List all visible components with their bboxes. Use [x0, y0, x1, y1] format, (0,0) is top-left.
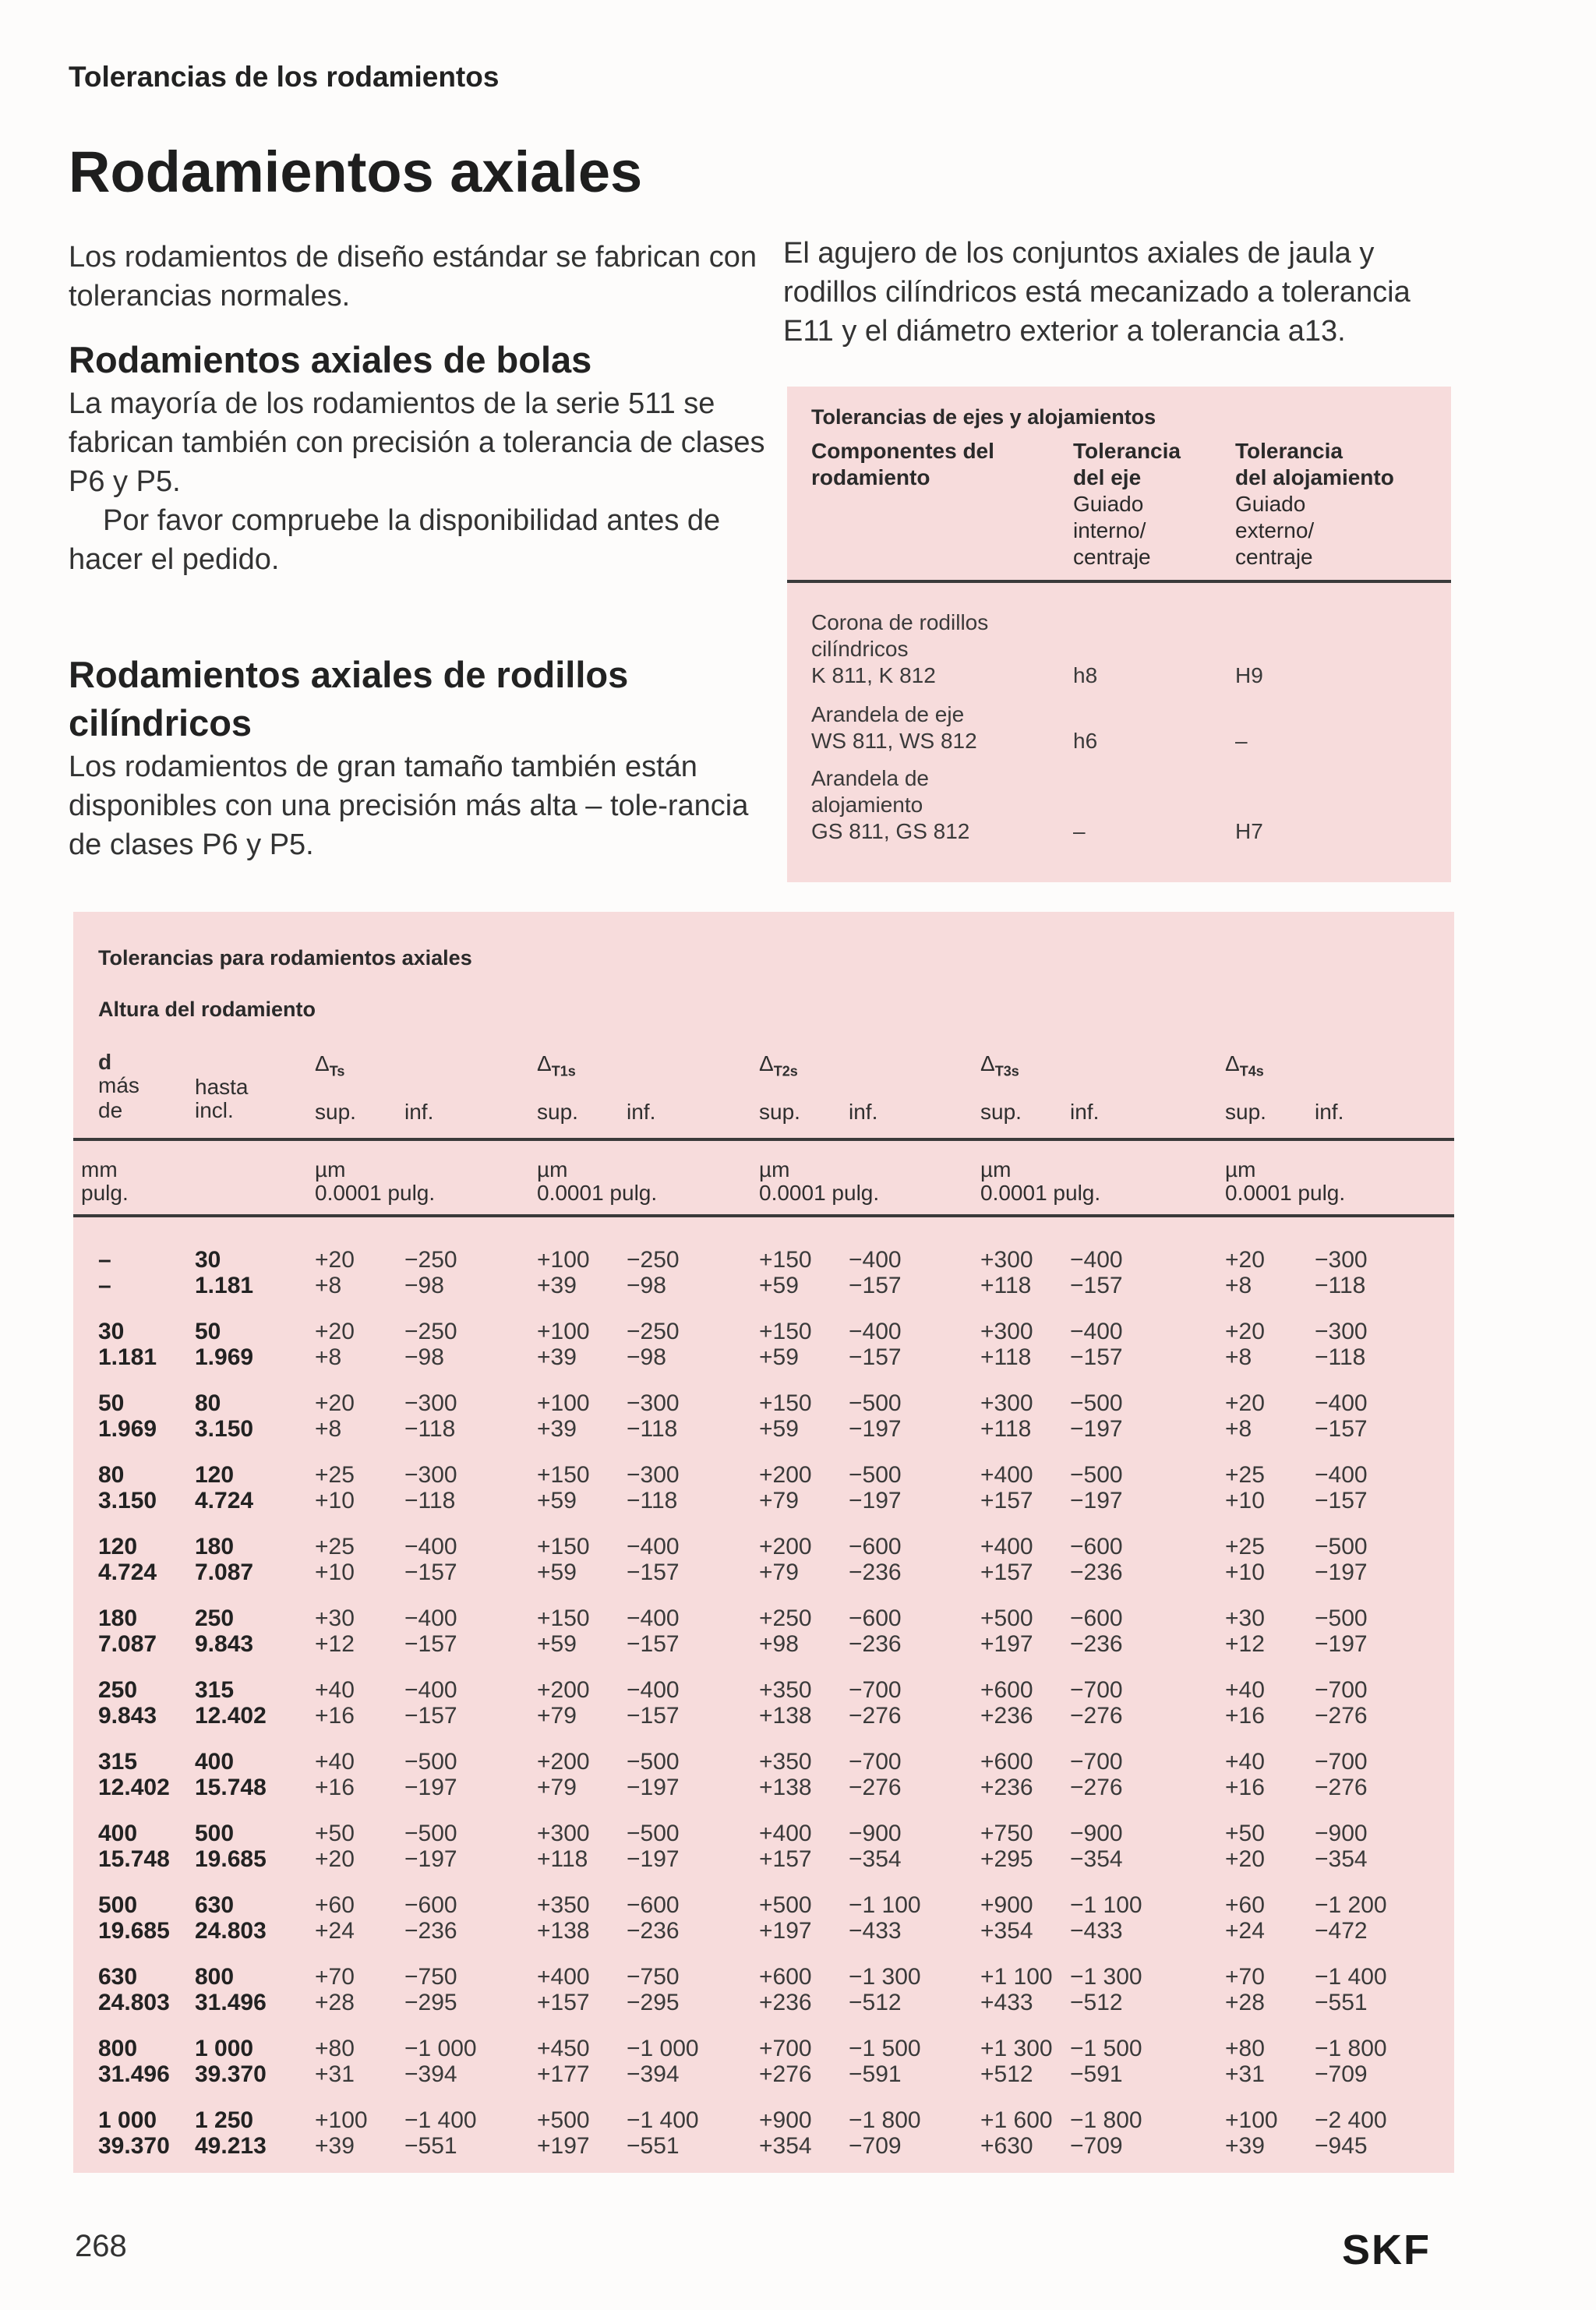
table-caption: Tolerancias para rodamientos axiales [98, 946, 472, 970]
table-row [73, 1749, 1454, 1803]
sup-value: +70 +28 [315, 1964, 355, 2015]
sup-value: +30 +12 [1225, 1605, 1265, 1657]
sup-value: +500 +197 [759, 1892, 812, 1944]
column-header-housing: Tolerancia del alojamiento Guiado externo/ centraje [1235, 439, 1394, 569]
sup-value: +50 +20 [1225, 1821, 1265, 1872]
sup-value: +200 +79 [759, 1534, 812, 1585]
unit-pulg: pulg. [81, 1181, 129, 1205]
size-to: 315 12.402 [195, 1677, 267, 1729]
sup-value: +600 +236 [759, 1964, 812, 2015]
size-from: 250 9.843 [98, 1677, 157, 1729]
sup-value: +600 +236 [980, 1677, 1033, 1729]
inf-value: −700 −276 [1070, 1749, 1123, 1800]
table-row [73, 1390, 1454, 1445]
inf-header: inf. [849, 1100, 878, 1124]
sup-value: +450 +177 [537, 2036, 590, 2087]
unit-micrometre: µm [315, 1157, 346, 1181]
inf-value: −750 −295 [404, 1964, 457, 2015]
sup-value: +200 +79 [537, 1749, 590, 1800]
sup-value: +500 +197 [537, 2107, 590, 2159]
inf-value: −300 −118 [627, 1390, 680, 1442]
inf-value: −400 −157 [627, 1534, 680, 1585]
sup-value: +400 +157 [537, 1964, 590, 2015]
unit-micrometre: µm [1225, 1157, 1256, 1181]
sup-value: +80 +31 [1225, 2036, 1265, 2087]
table-row [73, 1677, 1454, 1732]
sup-value: +80 +31 [315, 2036, 355, 2087]
sup-value: +20 +8 [315, 1247, 355, 1298]
inf-value: −400 −157 [627, 1605, 680, 1657]
paragraph-rodillos: Los rodamientos de gran tamaño también están disponibles con una precisión más alta – tole-rancia de clases P6 y P5. [69, 751, 749, 861]
inf-value: −600 −236 [404, 1892, 457, 1944]
unit-0001-inch: 0.0001 pulg. [537, 1181, 658, 1205]
inf-value: −400 −157 [404, 1677, 457, 1729]
paragraph-bolas-1: La mayoría de los rodamientos de la serie 511 se fabrican también con precisión a tolerancia de clases P6 y P5. [69, 387, 765, 498]
sup-value: +100 +39 [1225, 2107, 1278, 2159]
table-subcaption: Altura del rodamiento [98, 998, 316, 1021]
sup-header: sup. [315, 1100, 356, 1124]
sup-value: +30 +12 [315, 1605, 355, 1657]
table-cell-housing: H7 [1235, 819, 1263, 843]
size-from: – – [98, 1247, 111, 1298]
intro-paragraph: Los rodamientos de diseño estándar se fabrican con tolerancias normales. [69, 241, 757, 313]
inf-value: −1 100 −433 [849, 1892, 921, 1944]
sup-value: +400 +157 [980, 1534, 1033, 1585]
inf-value: −1 400 −551 [404, 2107, 477, 2159]
sup-value: +150 +59 [759, 1247, 812, 1298]
inf-value: −700 −276 [1070, 1677, 1123, 1729]
column-header-components: Componentes del rodamiento [811, 439, 994, 489]
sup-value: +600 +236 [980, 1749, 1033, 1800]
sup-value: +20 +8 [315, 1390, 355, 1442]
size-to: 180 7.087 [195, 1534, 254, 1585]
inf-value: −600 −236 [849, 1534, 902, 1585]
heading-rodillos: Rodamientos axiales de rodillos cilíndricos [69, 654, 629, 744]
inf-value: −500 −197 [404, 1749, 457, 1800]
sup-value: +25 +10 [315, 1462, 355, 1514]
inf-value: −1 400 −551 [627, 2107, 699, 2159]
sup-value: +60 +24 [315, 1892, 355, 1944]
sup-header: sup. [1225, 1100, 1266, 1124]
sup-value: +400 +157 [980, 1462, 1033, 1514]
table-row [73, 2107, 1454, 2162]
page-title: Rodamientos axiales [69, 140, 643, 204]
sup-value: +900 +354 [980, 1892, 1033, 1944]
sup-value: +700 +276 [759, 2036, 812, 2087]
inf-value: −400 −157 [849, 1319, 902, 1370]
size-to: 800 31.496 [195, 1964, 267, 2015]
size-to: 630 24.803 [195, 1892, 267, 1944]
sup-value: +900 +354 [759, 2107, 812, 2159]
sup-value: +1 600 +630 [980, 2107, 1053, 2159]
sup-value: +40 +16 [1225, 1677, 1265, 1729]
header-mas: más [98, 1073, 139, 1097]
inf-value: −1 000 −394 [627, 2036, 699, 2087]
header-hasta: hasta [195, 1075, 249, 1099]
size-from: 400 15.748 [98, 1821, 170, 1872]
inf-header: inf. [404, 1100, 434, 1124]
inf-value: −600 −236 [627, 1892, 680, 1944]
unit-micrometre: µm [980, 1157, 1012, 1181]
inf-value: −500 −197 [1315, 1605, 1368, 1657]
inf-value: −1 800 −709 [849, 2107, 921, 2159]
inf-value: −700 −276 [1315, 1677, 1368, 1729]
sup-value: +100 +39 [537, 1319, 590, 1370]
unit-0001-inch: 0.0001 pulg. [980, 1181, 1101, 1205]
sup-value: +40 +16 [315, 1677, 355, 1729]
unit-0001-inch: 0.0001 pulg. [1225, 1181, 1346, 1205]
size-to: 120 4.724 [195, 1462, 254, 1514]
sup-value: +20 +8 [315, 1319, 355, 1370]
heading-bolas: Rodamientos axiales de bolas [69, 339, 592, 380]
inf-header: inf. [1315, 1100, 1344, 1124]
table-cell-shaft: h6 [1073, 729, 1098, 753]
inf-value: −300 −118 [627, 1462, 680, 1514]
inf-header: inf. [1070, 1100, 1100, 1124]
inf-value: −700 −276 [849, 1677, 902, 1729]
sup-value: +25 +10 [1225, 1534, 1265, 1585]
sup-value: +350 +138 [537, 1892, 590, 1944]
table-row [73, 1821, 1454, 1875]
table-row [73, 1247, 1454, 1302]
sup-value: +40 +16 [1225, 1749, 1265, 1800]
inf-value: −750 −295 [627, 1964, 680, 2015]
table-row [73, 1605, 1454, 1660]
column-header-shaft: Tolerancia del eje Guiado interno/ centraje [1073, 439, 1181, 569]
sup-value: +150 +59 [759, 1390, 812, 1442]
sup-value: +60 +24 [1225, 1892, 1265, 1944]
sup-value: +150 +59 [537, 1462, 590, 1514]
table-cell-shaft: h8 [1073, 663, 1098, 687]
table-row [73, 1319, 1454, 1373]
sup-value: +70 +28 [1225, 1964, 1265, 2015]
sup-value: +300 +118 [980, 1247, 1033, 1298]
inf-value: −500 −197 [1070, 1390, 1123, 1442]
delta-header-4: $\Delta_{T4s}$ [1225, 1051, 1264, 1079]
inf-value: −400 −157 [627, 1677, 680, 1729]
table-row-component: Arandela de eje WS 811, WS 812 [811, 702, 977, 753]
unit-0001-inch: 0.0001 pulg. [315, 1181, 436, 1205]
header-de: de [98, 1098, 123, 1122]
header-incl: incl. [195, 1098, 234, 1122]
sup-value: +300 +118 [980, 1390, 1033, 1442]
table-row [73, 1462, 1454, 1517]
paragraph-jaula: El agujero de los conjuntos axiales de jaula y rodillos cilíndricos está mecanizado a tolerancia E11 y el diámetro exterior a tolerancia a13. [783, 237, 1411, 348]
inf-value: −900 −354 [1315, 1821, 1368, 1872]
inf-value: −400 −157 [404, 1605, 457, 1657]
delta-header-2: $\Delta_{T2s}$ [759, 1051, 798, 1079]
sup-value: +200 +79 [759, 1462, 812, 1514]
sup-value: +20 +8 [1225, 1390, 1265, 1442]
shaft-housing-tolerance-table [787, 387, 1451, 882]
delta-header-3: $\Delta_{T3s}$ [980, 1051, 1019, 1079]
size-from: 500 19.685 [98, 1892, 170, 1944]
page-number: 268 [75, 2229, 127, 2263]
size-from: 30 1.181 [98, 1319, 157, 1370]
sup-value: +1 100 +433 [980, 1964, 1053, 2015]
inf-value: −400 −157 [1070, 1319, 1123, 1370]
sup-value: +350 +138 [759, 1749, 812, 1800]
sup-value: +40 +16 [315, 1749, 355, 1800]
table-cell-housing: – [1235, 729, 1248, 753]
right-column [783, 234, 1469, 351]
table-caption: Tolerancias de ejes y alojamientos [811, 405, 1156, 429]
paragraph-bolas-2: Por favor compruebe la disponibilidad antes de hacer el pedido. [69, 504, 721, 576]
sup-value: +150 +59 [537, 1605, 590, 1657]
size-from: 315 12.402 [98, 1749, 170, 1800]
inf-value: −2 400 −945 [1315, 2107, 1387, 2159]
sup-value: +250 +98 [759, 1605, 812, 1657]
unit-0001-inch: 0.0001 pulg. [759, 1181, 880, 1205]
size-to: 500 19.685 [195, 1821, 267, 1872]
inf-value: −300 −118 [1315, 1247, 1368, 1298]
table-row [73, 1964, 1454, 2019]
inf-value: −1 500 −591 [1070, 2036, 1142, 2087]
sup-value: +500 +197 [980, 1605, 1033, 1657]
size-from: 120 4.724 [98, 1534, 157, 1585]
size-to: 1 250 49.213 [195, 2107, 267, 2159]
sup-value: +300 +118 [537, 1821, 590, 1872]
inf-value: −500 −197 [849, 1462, 902, 1514]
sup-header: sup. [980, 1100, 1022, 1124]
inf-value: −900 −354 [849, 1821, 902, 1872]
sup-value: +25 +10 [315, 1534, 355, 1585]
inf-value: −500 −197 [1315, 1534, 1368, 1585]
delta-header-1: $\Delta_{T1s}$ [537, 1051, 576, 1079]
table-row-component: Corona de rodillos cilíndricos K 811, K 812 [811, 610, 989, 687]
size-to: 30 1.181 [195, 1247, 254, 1298]
inf-value: −600 −236 [1070, 1534, 1123, 1585]
inf-value: −400 −157 [1315, 1390, 1368, 1442]
size-from: 80 3.150 [98, 1462, 157, 1514]
table-cell-shaft: – [1073, 819, 1086, 843]
inf-value: −500 −197 [849, 1390, 902, 1442]
table-row [73, 2036, 1454, 2090]
table-cell-housing: H9 [1235, 663, 1263, 687]
inf-value: −400 −157 [404, 1534, 457, 1585]
inf-value: −700 −276 [1315, 1749, 1368, 1800]
sup-value: +200 +79 [537, 1677, 590, 1729]
size-to: 250 9.843 [195, 1605, 254, 1657]
inf-value: −300 −118 [404, 1462, 457, 1514]
inf-value: −500 −197 [404, 1821, 457, 1872]
inf-value: −1 000 −394 [404, 2036, 477, 2087]
inf-value: −600 −236 [1070, 1605, 1123, 1657]
delta-header-0: $\Delta_{Ts}$ [315, 1051, 345, 1079]
inf-value: −900 −354 [1070, 1821, 1123, 1872]
header-rule [787, 580, 1451, 583]
sup-value: +20 +8 [1225, 1319, 1265, 1370]
inf-value: −600 −236 [849, 1605, 902, 1657]
size-from: 800 31.496 [98, 2036, 170, 2087]
inf-value: −500 −197 [627, 1821, 680, 1872]
size-to: 50 1.969 [195, 1319, 254, 1370]
inf-value: −500 −197 [627, 1749, 680, 1800]
inf-value: −700 −276 [849, 1749, 902, 1800]
sup-value: +100 +39 [537, 1247, 590, 1298]
size-to: 400 15.748 [195, 1749, 267, 1800]
sup-value: +1 300 +512 [980, 2036, 1053, 2087]
inf-header: inf. [627, 1100, 656, 1124]
header-d: d [98, 1050, 112, 1074]
sup-value: +100 +39 [537, 1390, 590, 1442]
table-row [73, 1892, 1454, 1947]
table-row-component: Arandela de alojamiento GS 811, GS 812 [811, 766, 970, 843]
sup-header: sup. [537, 1100, 578, 1124]
inf-value: −250 −98 [404, 1319, 457, 1370]
units-rule [73, 1214, 1454, 1217]
size-from: 50 1.969 [98, 1390, 157, 1442]
size-to: 1 000 39.370 [195, 2036, 267, 2087]
size-from: 1 000 39.370 [98, 2107, 170, 2159]
inf-value: −300 −118 [1315, 1319, 1368, 1370]
sup-value: +50 +20 [315, 1821, 355, 1872]
size-to: 80 3.150 [195, 1390, 254, 1442]
inf-value: −300 −118 [404, 1390, 457, 1442]
inf-value: −250 −98 [627, 1319, 680, 1370]
inf-value: −1 800 −709 [1315, 2036, 1387, 2087]
left-column [69, 238, 770, 864]
inf-value: −250 −98 [404, 1247, 457, 1298]
skf-logo: SKF [1342, 2227, 1431, 2273]
inf-value: −400 −157 [849, 1247, 902, 1298]
sup-header: sup. [759, 1100, 800, 1124]
axial-bearing-tolerance-table [73, 912, 1454, 2173]
inf-value: −1 200 −472 [1315, 1892, 1387, 1944]
sup-value: +150 +59 [759, 1319, 812, 1370]
size-from: 180 7.087 [98, 1605, 157, 1657]
inf-value: −250 −98 [627, 1247, 680, 1298]
inf-value: −1 400 −551 [1315, 1964, 1387, 2015]
unit-mm: mm [81, 1157, 118, 1181]
sup-value: +100 +39 [315, 2107, 368, 2159]
inf-value: −1 100 −433 [1070, 1892, 1142, 1944]
inf-value: −1 300 −512 [849, 1964, 921, 2015]
inf-value: −1 800 −709 [1070, 2107, 1142, 2159]
inf-value: −500 −197 [1070, 1462, 1123, 1514]
sup-value: +20 +8 [1225, 1247, 1265, 1298]
running-head: Tolerancias de los rodamientos [69, 61, 500, 93]
inf-value: −1 500 −591 [849, 2036, 921, 2087]
sup-value: +750 +295 [980, 1821, 1033, 1872]
inf-value: −400 −157 [1315, 1462, 1368, 1514]
sup-value: +350 +138 [759, 1677, 812, 1729]
unit-micrometre: µm [759, 1157, 790, 1181]
sup-value: +400 +157 [759, 1821, 812, 1872]
unit-micrometre: µm [537, 1157, 568, 1181]
inf-value: −400 −157 [1070, 1247, 1123, 1298]
sup-value: +25 +10 [1225, 1462, 1265, 1514]
table-row [73, 1534, 1454, 1588]
sup-value: +150 +59 [537, 1534, 590, 1585]
size-from: 630 24.803 [98, 1964, 170, 2015]
inf-value: −1 300 −512 [1070, 1964, 1142, 2015]
header-rule [73, 1138, 1454, 1141]
sup-value: +300 +118 [980, 1319, 1033, 1370]
